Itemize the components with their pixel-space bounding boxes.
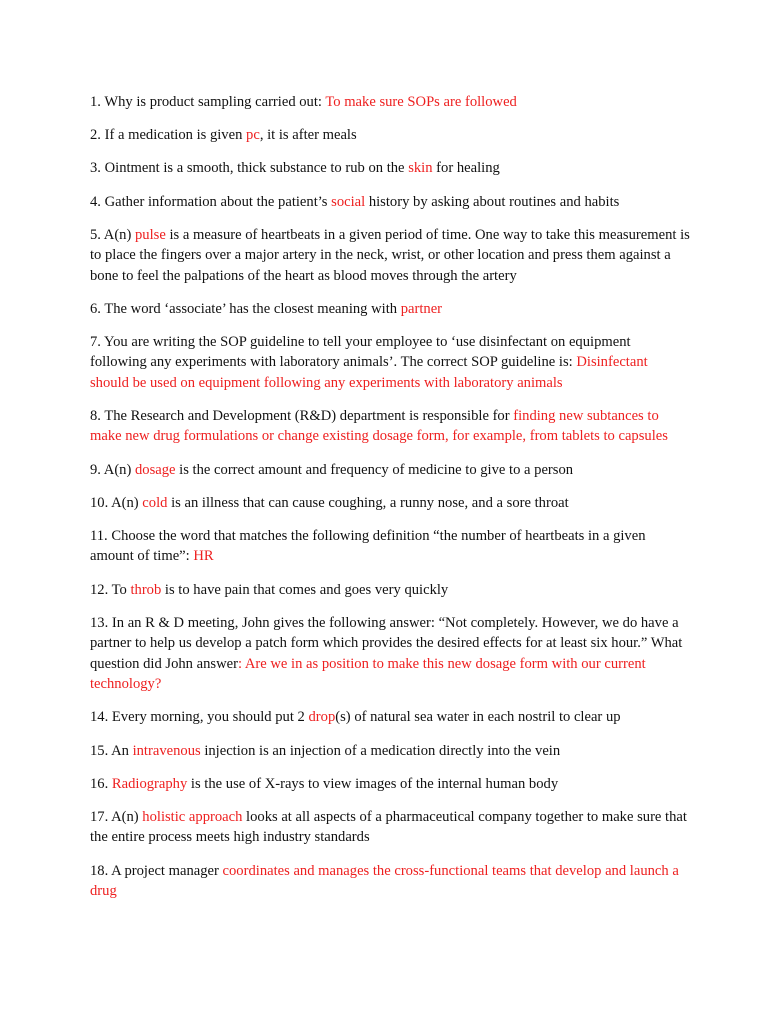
answer-text: skin — [408, 160, 433, 177]
question-text: 9. A(n) — [90, 461, 135, 478]
answer-text: : Are we in as position to make this new dosage form with our current technology? — [90, 655, 646, 693]
question-item — [90, 861, 690, 902]
answer-text: Radiography — [111, 775, 188, 792]
question-item — [90, 774, 690, 794]
question-item — [90, 613, 690, 695]
answer-text: coordinates and manages the cross-functional teams that develop and launch a drug — [90, 862, 679, 899]
answer-text: intravenous — [132, 742, 201, 759]
question-text: is the use of X-rays to view images of the internal human body — [187, 775, 559, 792]
question-item — [90, 580, 690, 600]
answer-text: finding new subtances to make new drug formulations or change existing dosage form, for example, from tablets to capsules — [90, 408, 668, 445]
answer-text: pc — [246, 127, 260, 144]
question-text: injection is an injection of a medication directly into the vein — [200, 742, 561, 759]
question-text: 11. Choose the word that matches the following definition “the number of heartbeats in a given amount of time”: — [90, 528, 646, 565]
question-text: 6. The word ‘associate’ has the closest meaning with — [90, 300, 401, 317]
question-item — [90, 192, 690, 212]
question-item — [90, 158, 690, 178]
answer-text: dosage — [135, 461, 176, 478]
question-item — [90, 332, 690, 393]
answer-text: partner — [400, 300, 443, 317]
question-text: is the correct amount and frequency of medicine to give to a person — [175, 461, 574, 478]
answer-text: To make sure SOPs are followed — [325, 94, 517, 110]
question-text: 8. The Research and Development (R&D) department is responsible for — [90, 408, 514, 425]
question-text: 17. A(n) — [90, 808, 143, 825]
question-item — [90, 807, 690, 848]
question-item — [90, 92, 690, 112]
question-item — [90, 299, 690, 319]
question-text: is to have pain that comes and goes very quickly — [161, 581, 449, 598]
question-text: 2. If a medication is given — [90, 127, 247, 144]
answer-text: HR — [193, 548, 214, 565]
question-text: 14. Every morning, you should put 2 — [90, 709, 309, 726]
question-text: 10. A(n) — [90, 494, 143, 511]
question-item — [90, 406, 690, 447]
answer-text: pulse — [135, 226, 166, 243]
document-body — [90, 92, 690, 914]
answer-text: holistic approach — [142, 808, 243, 825]
question-item — [90, 493, 690, 513]
question-text: 1. Why is product sampling carried out: — [90, 94, 326, 110]
question-text: 13. In an R & D meeting, John gives the following answer: “Not completely. However, we do have a partner to help us develop a patch form which provides the desired effects for at least six hour.” What question did John answer — [90, 614, 683, 672]
answer-text: cold — [142, 494, 168, 511]
question-text: 15. An — [90, 742, 133, 759]
question-text: 4. Gather information about the patient’s — [90, 193, 332, 210]
question-text: is a measure of heartbeats in a given period of time. One way to take this measurement is to place the fingers over a major artery in the neck, wrist, or other location and press them against a bone to feel the palpations of the heart as blood moves through the artery — [90, 226, 690, 284]
answer-text: social — [331, 193, 366, 210]
question-item — [90, 225, 690, 286]
question-text: , it is after meals — [259, 127, 357, 144]
answer-text: drop — [308, 709, 336, 726]
question-text: is an illness that can cause coughing, a runny nose, and a sore throat — [167, 494, 569, 511]
question-text: (s) of natural sea water in each nostril to clear up — [335, 709, 621, 726]
question-text: 3. Ointment is a smooth, thick substance to rub on the — [90, 160, 409, 177]
question-text: 5. A(n) — [90, 226, 135, 243]
question-text: 16. — [90, 775, 112, 792]
question-text: 7. You are writing the SOP guideline to tell your employee to ‘use disinfectant on equipment following any experiments with laboratory animals’. The correct SOP guideline is: — [90, 334, 631, 371]
question-item — [90, 707, 690, 727]
answer-text: throb — [130, 581, 162, 598]
question-text: 12. To — [90, 581, 131, 598]
question-text: history by asking about routines and habits — [365, 193, 620, 210]
question-item — [90, 526, 690, 567]
question-text: 18. A project manager — [90, 862, 223, 879]
answer-text: Disinfectant should be used on equipment following any experiments with laboratory animals — [90, 354, 648, 391]
question-text: for healing — [432, 160, 500, 177]
question-text: looks at all aspects of a pharmaceutical company together to make sure that the entire process meets high industry standards — [90, 808, 687, 846]
question-item — [90, 741, 690, 761]
question-item — [90, 460, 690, 480]
question-item — [90, 125, 690, 145]
